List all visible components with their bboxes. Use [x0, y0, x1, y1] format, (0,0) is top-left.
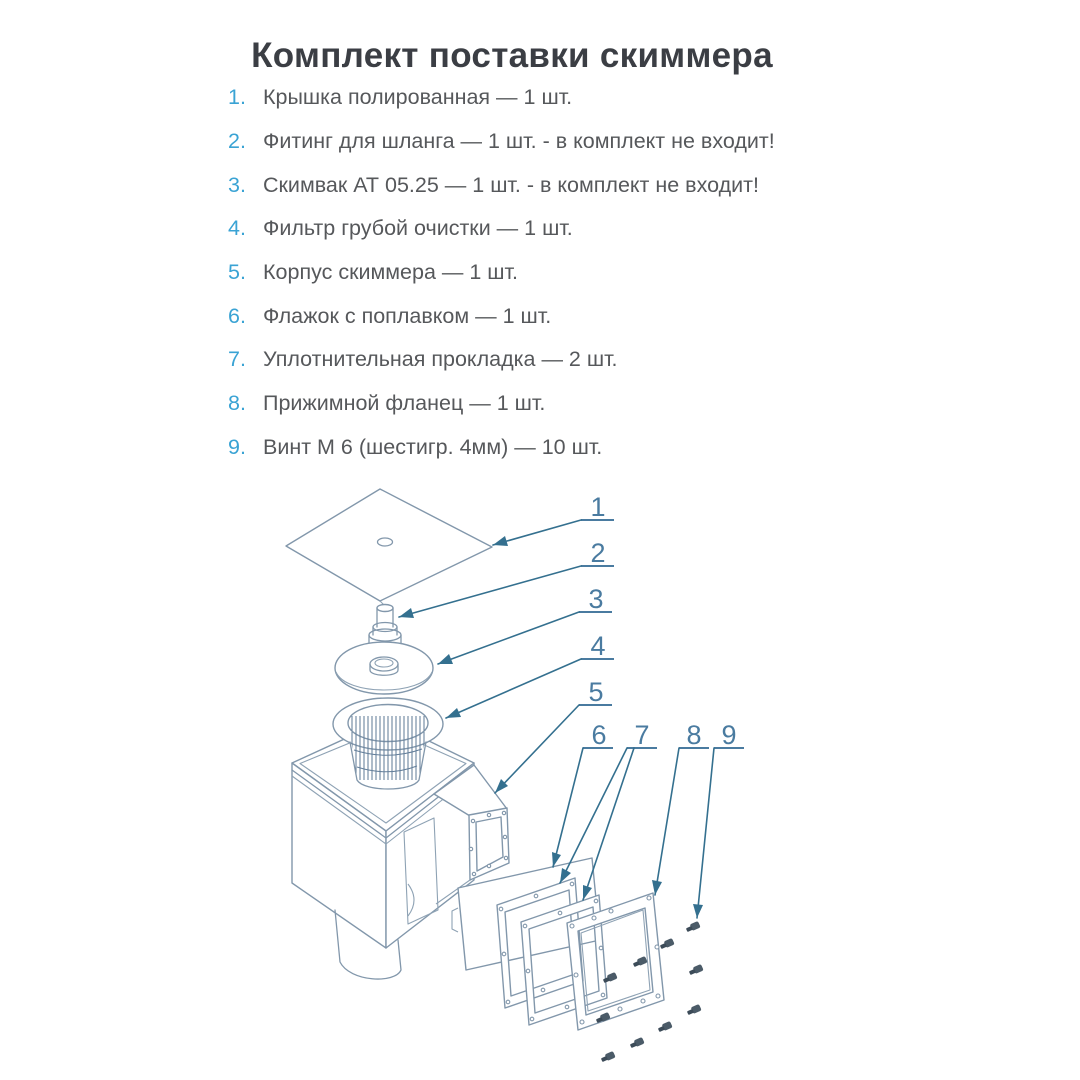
- callout-7: 7: [634, 720, 650, 750]
- list-item-number: 7.: [228, 347, 246, 372]
- list-item-number: 6.: [228, 303, 246, 328]
- list-item-number: 9.: [228, 434, 246, 459]
- list-item-text: Корпус скиммера — 1 шт.: [263, 260, 518, 285]
- callout-1: 1: [590, 492, 606, 522]
- list-item-text: Фитинг для шланга — 1 шт. - в комплект не входит!: [263, 129, 775, 154]
- list-item: [228, 382, 775, 426]
- callout-6: 6: [591, 720, 607, 750]
- list-item-text: Скимвак АТ 05.25 — 1 шт. - в комплект не входит!: [263, 172, 759, 197]
- list-item-text: Флажок с поплавком — 1 шт.: [263, 303, 552, 328]
- list-item: [228, 338, 775, 382]
- page-title: Комплект поставки скиммера: [251, 36, 773, 76]
- callout-9: 9: [721, 720, 737, 750]
- list-item-text: Уплотнительная прокладка — 2 шт.: [263, 347, 618, 372]
- exploded-diagram: [0, 480, 1080, 1080]
- list-item: [228, 207, 775, 251]
- list-item: [228, 120, 775, 164]
- skimvac-part: [335, 642, 433, 694]
- list-item-number: 5.: [228, 260, 246, 285]
- list-item-text: Прижимной фланец — 1 шт.: [263, 391, 546, 416]
- list-item-number: 3.: [228, 172, 246, 197]
- list-item: [228, 76, 775, 120]
- list-item-number: 1.: [228, 85, 246, 110]
- list-item: [228, 163, 775, 207]
- parts-list: [228, 76, 775, 469]
- list-item-number: 4.: [228, 216, 246, 241]
- list-item-number: 8.: [228, 391, 246, 416]
- list-item-text: Винт М 6 (шестигр. 4мм) — 10 шт.: [263, 434, 603, 459]
- list-item-number: 2.: [228, 129, 246, 154]
- callout-4: 4: [590, 631, 606, 661]
- list-item: [228, 294, 775, 338]
- callout-labels: [588, 492, 736, 750]
- callout-3: 3: [588, 584, 604, 614]
- callout-8: 8: [686, 720, 702, 750]
- list-item-text: Крышка полированная — 1 шт.: [263, 85, 573, 110]
- callout-5: 5: [588, 677, 604, 707]
- callout-2: 2: [590, 538, 606, 568]
- list-item: [228, 426, 775, 470]
- list-item-text: Фильтр грубой очистки — 1 шт.: [263, 216, 573, 241]
- list-item: [228, 251, 775, 295]
- lid-part: [286, 489, 492, 605]
